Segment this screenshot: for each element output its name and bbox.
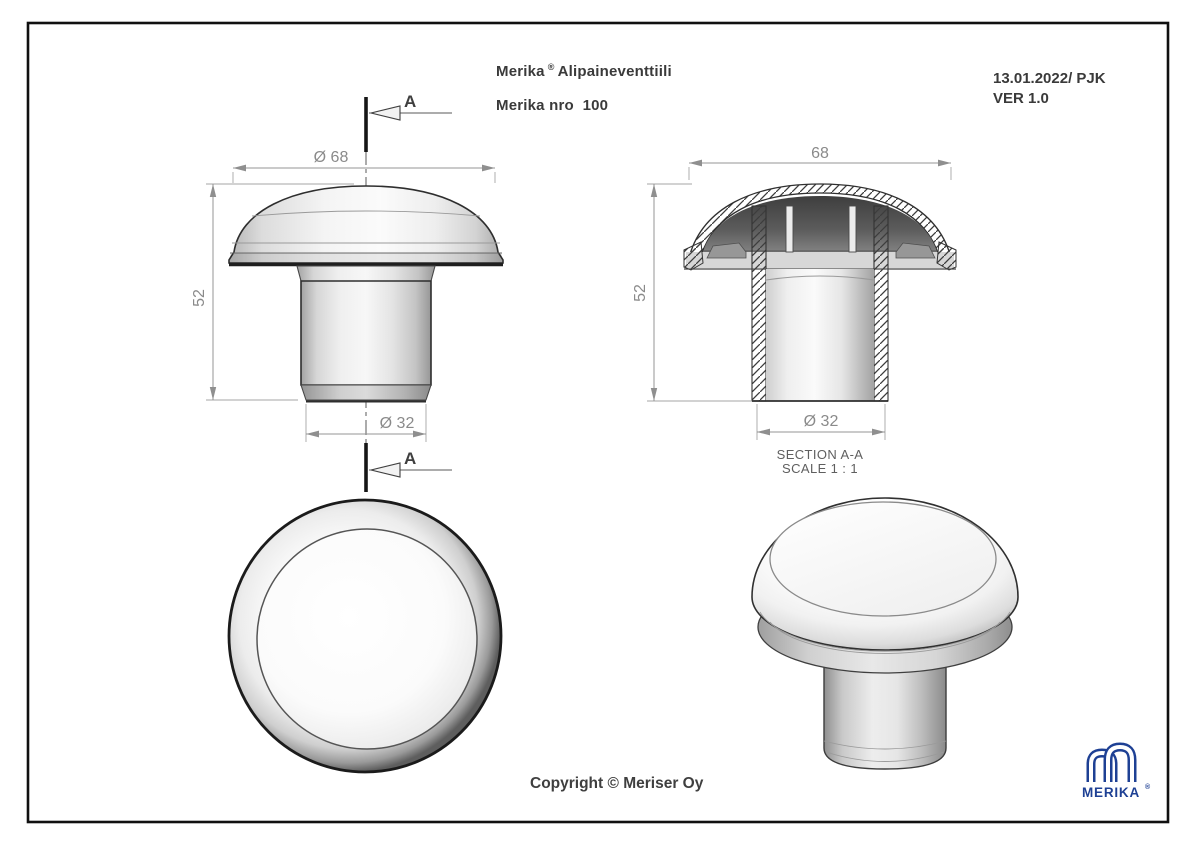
version: VER 1.0 [993,90,1049,107]
dim-text-sec-52: 52 [632,284,649,302]
dim-front-diameter-68 [233,149,495,183]
persp-cap-top-face [770,502,996,616]
top-view-inner-circle [257,529,477,749]
section-label-bottom: A [404,449,417,468]
dim-text-52: 52 [191,289,208,307]
front-view [191,92,503,492]
date-author: 13.01.2022/ PJK [993,70,1106,87]
dim-text-32: Ø 32 [379,415,415,432]
brand-name: Merika [496,63,545,80]
copyright-text: Copyright © Meriser Oy [530,775,704,792]
section-tube-wall-right [874,206,888,401]
merika-logo [1077,740,1161,809]
section-stem-bore [766,269,874,401]
dim-text-68: Ø 68 [313,149,349,166]
section-label-top: A [404,92,417,111]
section-cut-arrow-bottom [371,463,400,477]
section-tube-wall-left [752,206,766,401]
logo-registered-mark: ® [1145,784,1151,791]
section-view [632,145,956,476]
perspective-view [752,498,1018,769]
section-cut-arrow-top [371,106,400,120]
valve-stem-tip [301,385,431,400]
dim-text-sec-68: 68 [811,145,829,162]
top-view [229,500,501,772]
product-name: Alipaineventtiili [557,63,672,80]
dim-section-diameter-32 [757,404,885,440]
section-pin-left [786,206,793,252]
valve-cap [229,186,503,263]
section-scale: SCALE 1 : 1 [782,461,858,476]
registered-mark: ® [547,62,555,72]
valve-stem-collar [297,266,435,281]
drawing-title [496,62,672,80]
section-pin-right [849,206,856,252]
merika-logo-mark [1091,747,1132,782]
dim-section-width-68 [689,145,951,180]
logo-brand-text: MERIKA [1081,785,1141,800]
dim-text-sec-32: Ø 32 [803,413,839,430]
drawing-subtitle: Merika nro 100 [496,97,609,114]
merika-logo-graphic [1077,740,1161,804]
valve-stem [301,281,431,385]
sheet-border [28,23,1168,822]
section-caption: SECTION A-A [776,447,864,462]
